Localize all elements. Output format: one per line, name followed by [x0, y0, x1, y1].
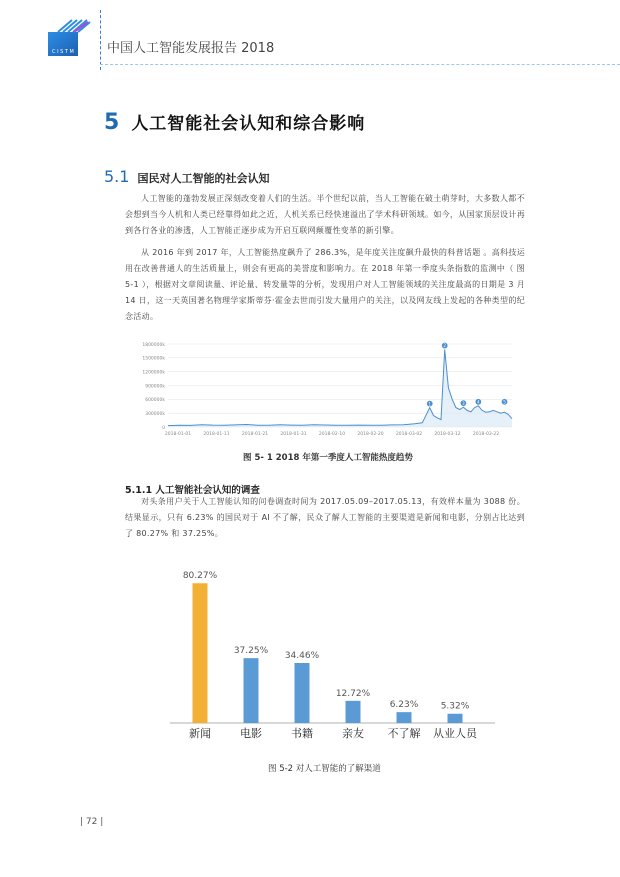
peak-marker [460, 400, 466, 406]
peak-marker [427, 400, 433, 406]
bar-value-label: 5.32% [440, 701, 470, 712]
peak-marker [501, 399, 507, 405]
x-tick-label: 2018-03-22 [472, 432, 500, 437]
chapter-title: 人工智能社会认知和综合影响 [131, 114, 366, 134]
bar-value-label: 80.27% [182, 571, 218, 582]
peak-marker-label: 4 [477, 399, 480, 405]
svg-text:C I S T M: C I S T M [52, 49, 74, 55]
header-divider [100, 10, 101, 70]
bar [397, 712, 412, 723]
x-tick-label: 2018-01-11 [203, 432, 230, 437]
category-label: 不了解 [387, 727, 421, 740]
x-tick-label: 2018-01-21 [241, 432, 269, 437]
peak-marker [475, 399, 481, 405]
peak-marker [441, 342, 447, 348]
header-rule [100, 64, 620, 65]
figure-1-caption: 图 5- 1 2018 年第一季度人工智能热度趋势 [243, 453, 413, 463]
x-tick-label: 2018-01-31 [280, 432, 307, 437]
y-tick-label: 600000k [145, 398, 165, 404]
bar-value-label: 6.23% [389, 700, 419, 711]
paragraph-survey: 对头条用户关于人工智能认知的问卷调查时间为 2017.05.09–2017.05.13，有效样本量为 3088 份。结果显示，只有 6.23% 的国民对于 AI 不了解，民众了解人工智能的主要渠道是新闻和电影，分别占比达到了 80.27% 和 37.25%。 [125, 497, 525, 538]
bar [346, 701, 361, 723]
bar [448, 714, 463, 723]
bar-value-label: 34.46% [284, 650, 320, 661]
cistm-logo [44, 18, 92, 58]
section-heading [104, 167, 269, 186]
x-tick-label: 2018-02-10 [318, 432, 346, 437]
report-title: 中国人工智能发展报告 2018 [107, 41, 275, 56]
y-tick-label: 0 [162, 425, 165, 431]
category-label: 电影 [240, 727, 262, 740]
category-label: 从业人员 [433, 727, 477, 740]
paragraph-trend: 从 2016 年到 2017 年，人工智能热度飙升了 286.3%，是年度关注度飙升最快的科普话题 。高科技运用在改善普通人的生活质量上，则会有更高的美誉度和影响力。在 2018 年第一季度头条指数的监测中（ 图 5-1 ），根据对文章阅读量、评论量、转发量等的分析，发现用户对人工智能领域的关注度最高的日期是 3 月 14 日，这一天英国著名物理学家斯蒂芬·霍金去世而引发大量用户的关注，以及网友线上发起的各种类型的纪念活动。 [125, 248, 525, 321]
peak-marker-label: 5 [503, 399, 506, 405]
paragraph-intro: 人工智能的蓬勃发展正深刻改变着人们的生活。半个世纪以前，当人工智能在破土萌芽时，大多数人都不会想到当今人机和人类已经靠得如此之近，人机关系已经快速溢出了学术科研领域。如今，从国家顶层设计再到各行各业的渗透，人工智能正逐步成为开启互联网颠覆性变革的新引擎。 [125, 194, 525, 235]
y-tick-label: 900000k [145, 384, 165, 390]
y-tick-label: 1800000k [142, 342, 165, 348]
peak-marker-label: 1 [428, 401, 432, 407]
page-number: | 72 | [80, 817, 104, 827]
chapter-number: 5 [104, 110, 120, 135]
x-tick-label: 2018-01-01 [164, 432, 192, 437]
x-tick-label: 2018-03-02 [395, 432, 423, 437]
bar-value-label: 12.72% [335, 688, 371, 699]
section-title: 国民对人工智能的社会认知 [137, 172, 270, 185]
category-label: 新闻 [189, 727, 211, 740]
figure-2-caption: 图 5-2 对人工智能的了解渠道 [268, 764, 381, 774]
y-tick-label: 300000k [145, 411, 165, 417]
x-tick-label: 2018-03-12 [434, 432, 461, 437]
bar [295, 663, 310, 723]
x-tick-label: 2018-02-20 [357, 432, 384, 437]
bar [193, 583, 208, 723]
peak-marker-label: 3 [462, 400, 465, 406]
y-tick-label: 1500000k [142, 356, 165, 362]
section-number: 5.1 [104, 167, 130, 186]
y-tick-label: 1200000k [142, 370, 165, 376]
series-area [168, 350, 512, 428]
bar-value-label: 37.25% [233, 646, 269, 657]
category-label: 书籍 [291, 727, 313, 740]
bar [244, 658, 259, 723]
subsection-title: 5.1.1 人工智能社会认知的调查 [125, 485, 260, 496]
peak-marker-label: 2 [443, 343, 446, 349]
ai-awareness-channel-chart [170, 555, 500, 750]
chapter-heading [104, 109, 365, 135]
category-label: 亲友 [342, 727, 364, 740]
ai-heat-trend-chart [140, 338, 520, 443]
